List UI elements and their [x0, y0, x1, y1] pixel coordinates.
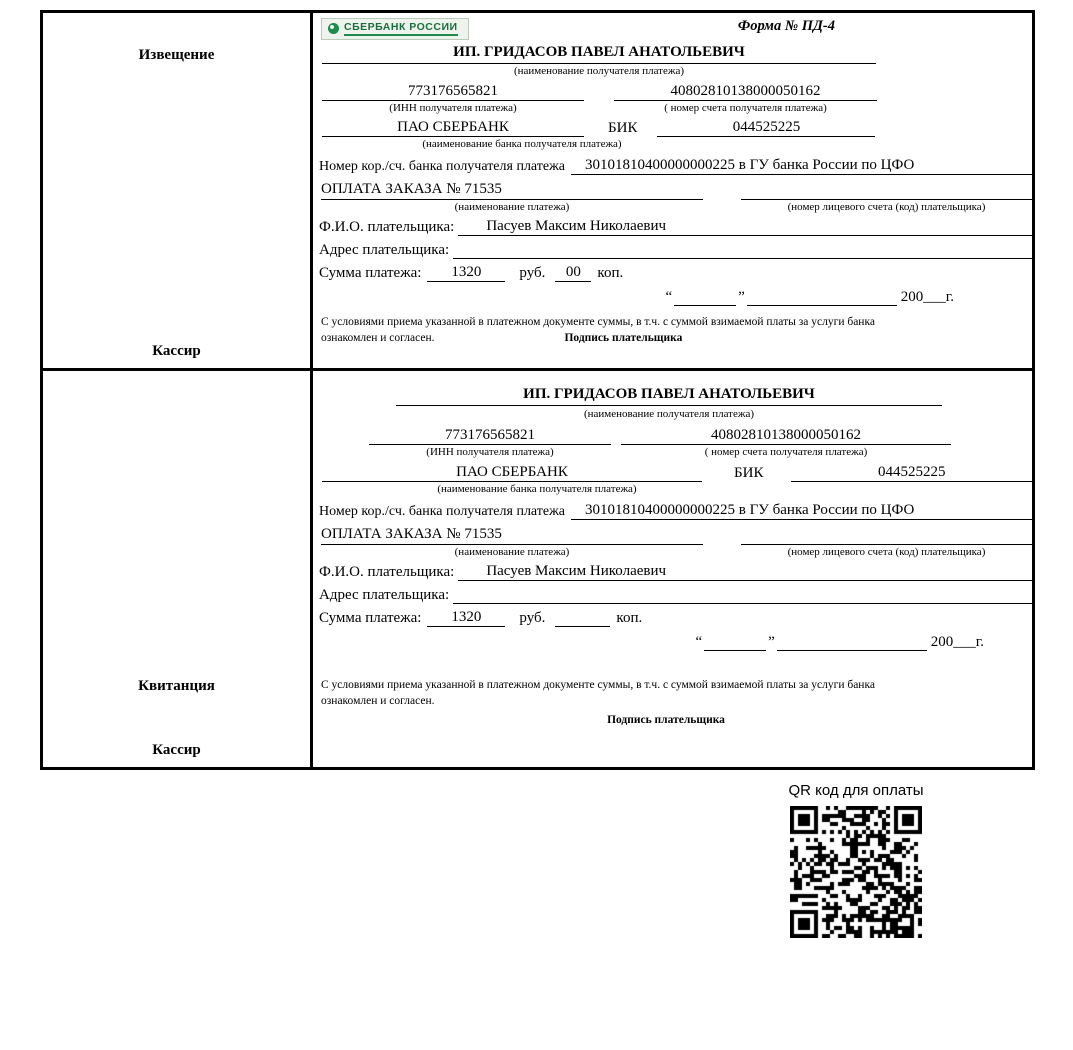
account-value: 40802810138000050162 [614, 83, 877, 101]
payer-name-label: Ф.И.О. плательщика: [319, 219, 455, 235]
inn-caption: (ИНН получателя платежа) [426, 446, 554, 458]
purpose-captions-row [319, 546, 1032, 558]
payer-address-row [319, 241, 1032, 259]
recipient-name-caption: (наименование получателя платежа) [583, 408, 755, 420]
rub-label: руб. [519, 610, 546, 626]
corr-account-row [319, 157, 1032, 175]
inn-value: 773176565821 [322, 83, 584, 101]
date-year-label: 200___г. [930, 634, 984, 650]
bank-bik-row [319, 119, 1032, 137]
personal-account-caption: (номер лицевого счета (код) плательщика) [787, 546, 986, 558]
signature-label: Подпись плательщика [607, 714, 725, 727]
payment-purpose-value: ОПЛАТА ЗАКАЗА № 71535 [321, 526, 703, 545]
date-row [319, 633, 1032, 651]
account-caption: ( номер счета получателя платежа) [704, 446, 868, 458]
date-day-blank [704, 633, 766, 651]
inn-caption: (ИНН получателя платежа) [389, 102, 517, 114]
sberbank-emblem-icon [328, 23, 339, 34]
inn-account-captions [319, 446, 1032, 458]
amount-rub-value: 1320 [427, 264, 505, 282]
form-number: Форма № ПД-4 [737, 18, 835, 34]
notice-side-column [43, 13, 313, 368]
inn-account-captions [319, 102, 1032, 114]
bank-name-value: ПАО СБЕРБАНК [322, 119, 584, 137]
amount-row [319, 264, 1032, 282]
account-value: 40802810138000050162 [621, 427, 951, 445]
payment-purpose-row [319, 526, 1032, 545]
payer-address-value [453, 586, 1032, 604]
inn-account-row [319, 427, 1032, 445]
payer-name-label: Ф.И.О. плательщика: [319, 564, 455, 580]
corr-account-label: Номер кор./сч. банка получателя платежа [319, 159, 565, 174]
notice-content [313, 13, 1032, 368]
agreement-block [321, 314, 1032, 346]
personal-account-caption: (номер лицевого счета (код) плательщика) [787, 201, 986, 213]
receipt-label: Квитанция [138, 678, 215, 694]
payment-purpose-value: ОПЛАТА ЗАКАЗА № 71535 [321, 181, 703, 200]
account-caption: ( номер счета получателя платежа) [664, 102, 827, 114]
receipt-content [313, 371, 1032, 767]
agreement-text-line1: С условиями приема указанной в платежном документе суммы, в т.ч. с суммой взимаемой платы за услуги банка [321, 679, 875, 691]
date-year-label: 200___г. [900, 289, 954, 305]
payer-address-label: Адрес плательщика: [319, 242, 450, 258]
agreement-text-line1: С условиями приема указанной в платежном документе суммы, в т.ч. с суммой взимаемой платы за услуги банка [321, 316, 875, 328]
payer-name-value: Пасуев Максим Николаевич [458, 563, 1032, 581]
amount-rub-value: 1320 [427, 609, 505, 627]
recipient-name-caption: (наименование получателя платежа) [513, 65, 685, 77]
date-month-blank [777, 633, 927, 651]
amount-label: Сумма платежа: [319, 610, 422, 626]
kop-label: коп. [616, 610, 643, 626]
corr-account-label: Номер кор./сч. банка получателя платежа [319, 504, 565, 519]
date-open-quote: “ [695, 634, 703, 650]
sberbank-logo [321, 18, 469, 40]
bank-bik-row [319, 464, 1032, 482]
payment-purpose-row [319, 181, 1032, 200]
payment-form-pd4 [40, 10, 1035, 770]
payer-name-row [319, 218, 1032, 236]
corr-account-value: 30101810400000000225 в ГУ банка России по ЦФО [571, 157, 1032, 175]
bank-name-caption: (наименование банка получателя платежа) [437, 483, 637, 495]
date-close-quote: ” [738, 289, 745, 305]
notice-header-row [319, 18, 1032, 42]
bank-name-caption: (наименование банка получателя платежа) [422, 138, 622, 150]
receipt-side-column [43, 371, 313, 767]
corr-account-value: 30101810400000000225 в ГУ банка России по ЦФО [571, 502, 1032, 520]
date-month-blank [747, 288, 897, 306]
recipient-name: ИП. ГРИДАСОВ ПАВЕЛ АНАТОЛЬЕВИЧ [322, 44, 876, 64]
agreement-line2-row [321, 330, 1032, 346]
bik-value: 044525225 [791, 464, 1032, 482]
corr-account-row [319, 502, 1032, 520]
agreement-block [321, 677, 1032, 728]
bik-label: БИК [608, 120, 638, 136]
qr-code [790, 806, 922, 938]
bank-caption-row [319, 483, 1032, 495]
cashier-label: Кассир [152, 742, 201, 758]
payer-address-value [453, 241, 1032, 259]
personal-account-value [741, 182, 1032, 200]
kop-label: коп. [597, 265, 624, 281]
payer-address-row [319, 586, 1032, 604]
agreement-text-line2: ознакомлен и согласен. [321, 332, 435, 345]
amount-label: Сумма платежа: [319, 265, 422, 281]
bank-name-value: ПАО СБЕРБАНК [322, 464, 702, 482]
amount-kop-value: 00 [555, 264, 591, 282]
payment-name-caption: (наименование платежа) [454, 201, 570, 213]
payer-address-label: Адрес плательщика: [319, 587, 450, 603]
date-close-quote: ” [768, 634, 775, 650]
notice-section [43, 13, 1032, 371]
sberbank-logo-text: СБЕРБАНК РОССИИ [344, 21, 458, 36]
amount-row [319, 609, 1032, 627]
qr-caption: QR код для оплаты [788, 782, 924, 799]
cashier-label: Кассир [152, 343, 201, 359]
qr-block [786, 782, 926, 938]
bank-caption-row [319, 138, 1032, 150]
date-open-quote: “ [665, 289, 673, 305]
personal-account-value [741, 527, 1032, 545]
inn-account-row [319, 83, 1032, 101]
rub-label: руб. [519, 265, 546, 281]
payment-name-caption: (наименование платежа) [454, 546, 570, 558]
amount-kop-value [555, 609, 610, 627]
bik-label: БИК [734, 465, 764, 481]
receipt-section [43, 371, 1032, 767]
date-day-blank [674, 288, 736, 306]
date-row [319, 288, 1032, 306]
notice-label: Извещение [138, 47, 215, 63]
signature-label: Подпись плательщика [564, 332, 683, 345]
payer-name-value: Пасуев Максим Николаевич [458, 218, 1032, 236]
purpose-captions-row [319, 201, 1032, 213]
inn-value: 773176565821 [369, 427, 611, 445]
payer-name-row [319, 563, 1032, 581]
agreement-text-line2: ознакомлен и согласен. [321, 695, 435, 708]
recipient-name: ИП. ГРИДАСОВ ПАВЕЛ АНАТОЛЬЕВИЧ [396, 386, 942, 406]
bik-value: 044525225 [657, 119, 875, 137]
